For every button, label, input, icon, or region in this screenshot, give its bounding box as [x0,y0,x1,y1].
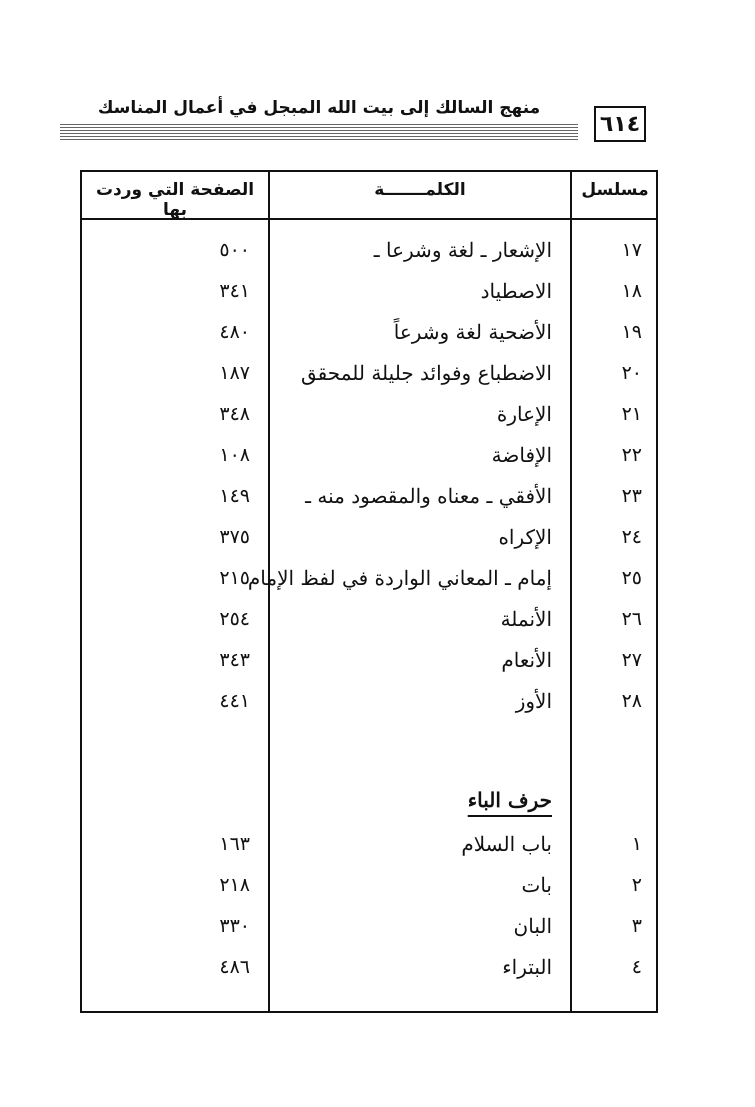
serial-cell: ١٨ [621,280,642,302]
serial-cell: ١٧ [621,239,642,261]
page-cell: ٢٥٤ [219,608,250,630]
word-cell: الإشعار ـ لغة وشرعا ـ [373,238,552,262]
serial-cell: ١٩ [621,321,642,343]
column-header-word: الكلمـــــــة [374,180,466,200]
word-cell: الإعارة [496,402,552,426]
serial-cell: ٢٦ [621,608,642,630]
serial-cell: ٢٠ [621,362,642,384]
table-row [82,681,656,721]
page-cell: ٤٨٦ [219,956,250,978]
word-cell: الأوز [515,689,552,713]
table-row [82,906,656,946]
page-cell: ٥٠٠ [219,239,250,261]
table-row [82,476,656,516]
page-cell: ١٦٣ [219,833,250,855]
table-row [82,353,656,393]
serial-cell: ٢ [631,874,642,896]
word-cell: الأنعام [501,648,552,672]
table-row [82,435,656,475]
section-title: حرف الباء [467,788,552,812]
table-row [82,271,656,311]
page-cell: ٣٤٨ [219,403,250,425]
serial-cell: ٢٥ [621,567,642,589]
page-cell: ٣٧٥ [219,526,250,548]
serial-cell: ١ [631,833,642,855]
serial-cell: ٣ [631,915,642,937]
index-table [80,170,658,1013]
word-cell: البان [513,914,552,938]
page-cell: ١٤٩ [219,485,250,507]
table-row [82,517,656,557]
serial-cell: ٤ [631,956,642,978]
table-row [82,640,656,680]
serial-cell: ٢٨ [621,690,642,712]
word-cell: باب السلام [461,832,552,856]
word-cell: بات [521,873,552,897]
page-cell: ١٨٧ [219,362,250,384]
word-cell: الاصطياد [480,279,552,303]
word-cell: الاضطباع وفوائد جليلة للمحقق [300,361,552,385]
word-cell: البتراء [502,955,552,979]
page-cell: ٣٣٠ [219,915,250,937]
page-cell: ٤٤١ [219,690,250,712]
header-rule [60,124,578,140]
word-cell: الإفاضة [491,443,552,467]
serial-cell: ٢١ [621,403,642,425]
page-cell: ٤٨٠ [219,321,250,343]
page-header [60,92,652,160]
word-cell: الإكراه [498,525,552,549]
page-cell: ١٠٨ [219,444,250,466]
page-cell: ٢١٥ [219,567,250,589]
page-cell: ٣٤٣ [219,649,250,671]
table-row [82,599,656,639]
word-cell: إمام ـ المعاني الواردة في لفظ الإمام [247,566,552,590]
table-row [82,312,656,352]
serial-cell: ٢٣ [621,485,642,507]
table-row [82,947,656,987]
table-row [82,824,656,864]
word-cell: الأفقي ـ معناه والمقصود منه ـ [305,484,552,508]
serial-cell: ٢٢ [621,444,642,466]
serial-cell: ٢٧ [621,649,642,671]
table-row [82,865,656,905]
column-header-serial: مسلسل [581,180,649,200]
book-title: منهج السالك إلى بيت الله المبجل في أعمال المناسك [97,98,541,118]
table-row [82,558,656,598]
section-heading-row [82,780,656,820]
table-row [82,230,656,270]
page-cell: ٣٤١ [219,280,250,302]
serial-cell: ٢٤ [621,526,642,548]
page-cell: ٢١٨ [219,874,250,896]
page-number: ٦١٤ [594,106,646,142]
column-header-page: الصفحة التي وردت بها [95,180,255,220]
word-cell: الأنملة [500,607,552,631]
table-row [82,394,656,434]
word-cell: الأضحية لغة وشرعاً [393,320,552,344]
